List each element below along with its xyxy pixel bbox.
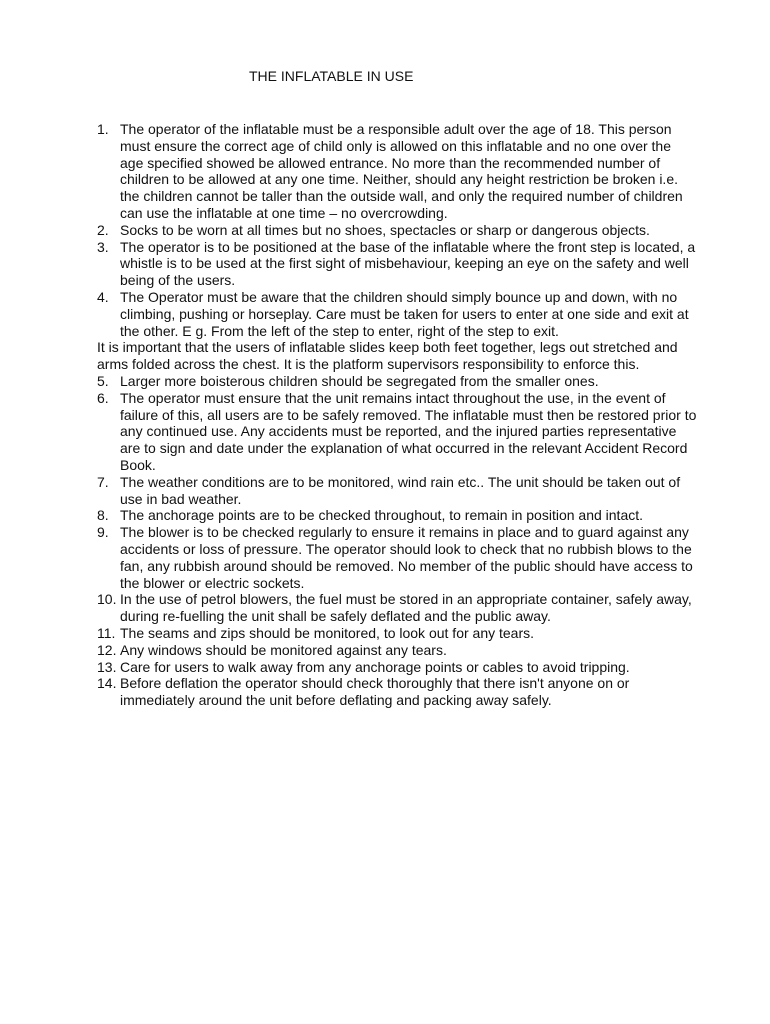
list-item-14: [97, 675, 697, 709]
list-item-number: 7.: [97, 473, 109, 490]
list-item-text: The weather conditions are to be monitored, wind rain etc.. The unit should be taken out of use in bad weather.: [120, 473, 681, 507]
list-item-number: 11.: [97, 624, 116, 641]
list-item-text: The blower is to be checked regularly to ensure it remains in place and to guard against any accidents or loss of pressure. The operator should look to check that no rubbish blows to the fan, any rubbish around should be removed. No member of the public should have access to the blower or electric sockets.: [120, 524, 693, 591]
list-item-text: The anchorage points are to be checked throughout, to remain in position and intact.: [120, 507, 644, 524]
list-item-number: 6.: [97, 389, 109, 406]
list-item-6: [97, 390, 697, 474]
list-item-text: In the use of petrol blowers, the fuel must be stored in an appropriate container, safely away, during re-fuelling the unit shall be safely deflated and the public away.: [120, 591, 692, 625]
page-title: THE INFLATABLE IN USE: [249, 68, 414, 84]
list-item-11: [97, 625, 697, 642]
list-item-number: 2.: [97, 221, 109, 238]
list-item-2: [97, 222, 697, 239]
list-item-number: 9.: [97, 524, 109, 541]
list-item-text: The seams and zips should be monitored, to look out for any tears.: [120, 624, 535, 641]
list-item-4: [97, 289, 697, 373]
list-item-text: The operator must ensure that the unit remains intact throughout the use, in the event of failure of this, all users are to be safely removed. The inflatable must then be restored prior to any continued use. Any accidents must be reported, and the injured parties representative are to sign and date under the explanation of what occurred in the relevant Accident Record Book.: [120, 389, 697, 473]
list-item-text: The operator of the inflatable must be a responsible adult over the age of 18. This person must ensure the correct age of child only is allowed on this inflatable and no one over the age specified showed be allowed entrance. No more than the recommended number of children to be allowed at any one time. Neither, should any height restriction be broken i.e. the children cannot be taller than the outside wall, and only the required number of children can use the inflatable at one time – no overcrowding.: [120, 121, 683, 221]
list-item-number: 3.: [97, 238, 109, 255]
list-item-1: [97, 121, 697, 222]
numbered-list: [97, 121, 697, 709]
list-item-8: [97, 507, 697, 524]
list-item-12: [97, 642, 697, 659]
list-item-text: Socks to be worn at all times but no shoes, spectacles or sharp or dangerous objects.: [120, 221, 650, 238]
list-item-10: [97, 591, 697, 625]
list-item-overflow-text: It is important that the users of inflatable slides keep both feet together, legs out stretched and arms folded across the chest. It is the platform supervisors responsibility to enforce this.: [97, 339, 678, 373]
list-item-text: Larger more boisterous children should be segregated from the smaller ones.: [120, 372, 599, 389]
list-item-text: Before deflation the operator should check thoroughly that there isn't anyone on or immediately around the unit before deflating and packing away safely.: [120, 675, 630, 709]
list-item-number: 14.: [97, 675, 117, 692]
list-item-number: 4.: [97, 288, 109, 305]
list-item-text: Care for users to walk away from any anchorage points or cables to avoid tripping.: [120, 658, 630, 675]
list-item-number: 12.: [97, 641, 117, 658]
list-item-5: [97, 373, 697, 390]
list-item-number: 10.: [97, 591, 117, 608]
list-item-number: 1.: [97, 121, 109, 137]
list-item-13: [97, 659, 697, 676]
list-item-text: The Operator must be aware that the children should simply bounce up and down, with no climbing, pushing or horseplay. Care must be taken for users to enter at one side and exit at the other. E g. From the left of the step to enter, right of the step to exit.: [120, 288, 689, 339]
list-item-number: 5.: [97, 372, 109, 389]
list-item-7: [97, 474, 697, 508]
list-item-text: The operator is to be positioned at the base of the inflatable where the front step is located, a whistle is to be used at the first sight of misbehaviour, keeping an eye on the safety and well being of the users.: [120, 238, 696, 289]
list-item-3: [97, 239, 697, 289]
list-item-text: Any windows should be monitored against any tears.: [120, 641, 447, 658]
list-item-number: 8.: [97, 507, 109, 524]
list-item-9: [97, 524, 697, 591]
list-item-number: 13.: [97, 658, 117, 675]
